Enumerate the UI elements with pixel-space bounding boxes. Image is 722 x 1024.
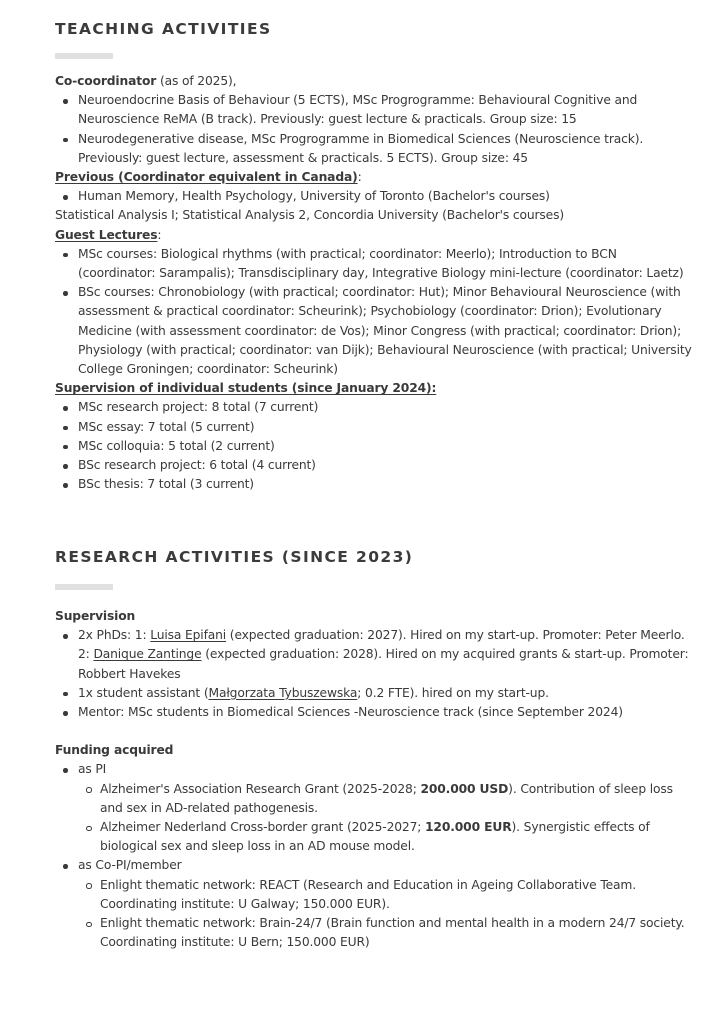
list-item: BSc research project: 6 total (4 current) (55, 456, 695, 475)
student-supervision-heading: Supervision of individual students (since January 2024): (55, 381, 437, 396)
previous-extra-line: Statistical Analysis I; Statistical Analysis 2, Concordia University (Bachelor's courses) (55, 208, 564, 223)
cocoordinator-label: Co-coordinator (55, 74, 157, 88)
research-section-title: RESEARCH ACTIVITIES (SINCE 2023) (55, 548, 414, 566)
guest-lectures-list (55, 245, 695, 379)
list-item: Mentor: MSc students in Biomedical Sciences -Neuroscience track (since September 2024) (55, 703, 695, 722)
list-item: BSc courses: Chronobiology (with practical; coordinator: Hut); Minor Behavioural Neuroscience (with assessment & practical coordinator: Scheurink); Psychobiology (coordinator: Drion); Evolutionary Medicine (with assessment coordinator: de Vos); Minor Congress (with practical; coordinator: Drion); Physiology (with practical; coordinator: van Dijk); Behavioural Neuroscience (with practical; University College Groningen; coordinator: Scheurink) (55, 283, 695, 379)
list-item: 1x student assistant (Małgorzata Tybuszewska; 0.2 FTE). hired on my start-up. (55, 684, 695, 703)
list-item: MSc courses: Biological rhythms (with practical; coordinator: Meerlo); Introduction to BCN (coordinator: Sarampalis); Transdisciplinary day, Integrative Biology mini-lecture (coordinator: Laetz) (55, 245, 695, 283)
research-supervision-list (55, 626, 695, 722)
cocoordinator-heading: Co-coordinator (as of 2025), (55, 74, 237, 88)
previous-list (55, 187, 695, 206)
list-item: Neurodegenerative disease, MSc Progrogramme in Biomedical Sciences (Neuroscience track). Previously: guest lecture, assessment & practicals. 5 ECTS). Group size: 45 (55, 130, 695, 168)
student-supervision-list (55, 398, 695, 494)
teaching-section-title: TEACHING ACTIVITIES (55, 20, 272, 38)
list-item: 2x PhDs: 1: Luisa Epifani (expected graduation: 2027). Hired on my start-up. Promoter: Peter Meerlo. 2: Danique Zantinge (expected graduation: 2028). Hired on my acquired grants & start-up. Promoter: Robbert Havekes (55, 626, 695, 684)
section-divider (55, 53, 113, 59)
student-assistant-link[interactable]: Małgorzata Tybuszewska (208, 685, 358, 700)
list-item: Neuroendocrine Basis of Behaviour (5 ECTS), MSc Progrogramme: Behavioural Cognitive and Neuroscience ReMA (B track). Previously: guest lecture & practicals. Group size: 15 (55, 91, 695, 129)
list-item: MSc colloquia: 5 total (2 current) (55, 437, 695, 456)
teaching-content (55, 72, 695, 494)
phd-student-link-1[interactable]: Luisa Epifani (150, 628, 227, 643)
funding-pi-list (55, 780, 695, 857)
funding-list (55, 760, 695, 779)
list-item: Alzheimer Nederland Cross-border grant (2025-2027; 120.000 EUR). Synergistic effects of biological sex and sleep loss in an AD mouse model. (55, 818, 695, 856)
section-divider (55, 584, 113, 590)
previous-heading: Previous (Coordinator equivalent in Canada): (55, 170, 362, 185)
phd-student-link-2[interactable]: Danique Zantinge (93, 647, 202, 662)
funding-copi-list (55, 876, 695, 953)
list-item: Alzheimer's Association Research Grant (2025-2028; 200.000 USD). Contribution of sleep loss and sex in AD-related pathogenesis. (55, 780, 695, 818)
funding-heading: Funding acquired (55, 743, 174, 758)
guest-lectures-heading: Guest Lectures: (55, 227, 162, 242)
cocoordinator-list (55, 91, 695, 168)
funding-list-copi (55, 856, 695, 875)
supervision-heading: Supervision (55, 609, 136, 623)
list-item: MSc essay: 7 total (5 current) (55, 418, 695, 437)
list-item: MSc research project: 8 total (7 current) (55, 398, 695, 417)
list-item: BSc thesis: 7 total (3 current) (55, 475, 695, 494)
list-item: Enlight thematic network: REACT (Research and Education in Ageing Collaborative Team. Coordinating institute: U Galway; 150.000 EUR). (55, 876, 695, 914)
list-item: Human Memory, Health Psychology, University of Toronto (Bachelor's courses) (55, 187, 695, 206)
list-item: as PI (55, 760, 695, 779)
list-item: as Co-PI/member (55, 856, 695, 875)
research-content (55, 607, 695, 952)
list-item: Enlight thematic network: Brain-24/7 (Brain function and mental health in a modern 24/7 society. Coordinating institute: U Bern; 150.000 EUR) (55, 914, 695, 952)
